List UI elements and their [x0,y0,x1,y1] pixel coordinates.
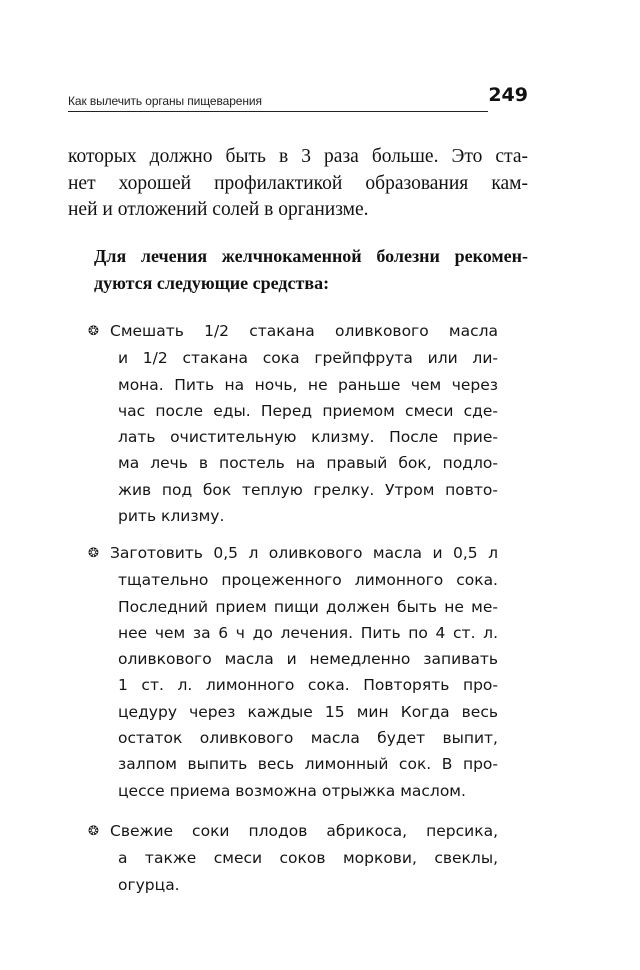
bullet-icon: ❂ [88,824,99,839]
heading-line: дуются следующие средства: [94,272,330,293]
list-item-text: цессе приема возможна отрыжка маслом. [118,781,466,800]
list-item-text: рить клизму. [118,507,225,526]
list-item-text: час после еды. Перед приемом смеси сде- [118,401,498,420]
list-item-text: жив под бок теплую грелку. Утром повто- [118,480,498,499]
list-item-text: оливкового масла и немедленно запивать [118,650,498,669]
list-item-text: и 1/2 стакана сока грейпфрута или ли- [118,349,498,368]
list-item-text: огурца. [118,875,180,894]
list-item-text: Заготовить 0,5 л оливкового масла и 0,5 л [110,544,498,562]
bullet-icon: ❂ [88,324,99,339]
list-item [88,318,498,529]
page-number: 249 [488,84,528,106]
list-item-text: мона. Пить на ночь, не раньше чем через [118,375,498,394]
list-item-text: залпом выпить весь лимонный сок. В про- [118,755,498,774]
list-item-text: лать очистительную клизму. После прие- [118,428,498,447]
list-item-text: остаток оливкового масла будет выпит, [118,729,498,748]
section-heading [94,243,528,296]
text-line: ней и отложений солей в организме. [68,199,369,220]
text-line: которых должно быть в 3 раза больше. Это ста- [68,146,528,167]
list-item-text: тщательно процеженного лимонного сока. [118,571,498,590]
list-item-text: Смешать 1/2 стакана оливкового масла [110,322,498,340]
header-rule [68,111,488,112]
list-item-text: ма лечь в постель на правый бок, подло- [118,454,498,473]
list-item [88,818,498,898]
heading-line: Для лечения желчнокаменной болезни рекомен- [94,246,528,266]
page-header [68,84,528,116]
running-title: Как вылечить органы пищеварения [68,94,262,108]
bullet-icon: ❂ [88,546,99,561]
list-item [88,540,498,804]
list-item-text: Свежие соки плодов абрикоса, персика, [110,822,498,840]
list-item-text: цедуру через каждые 15 мин Когда весь [118,702,498,721]
list-item-text: 1 ст. л. лимонного сока. Повторять про- [118,676,498,695]
list-item-text: Последний прием пищи должен быть не ме- [118,597,498,616]
list-item-text: нее чем за 6 ч до лечения. Пить по 4 ст. л. [118,623,498,642]
list-item-text: а также смеси соков моркови, свеклы, [118,849,498,868]
intro-paragraph [68,144,528,224]
text-line: нет хорошей профилактикой образования кам- [68,172,528,194]
